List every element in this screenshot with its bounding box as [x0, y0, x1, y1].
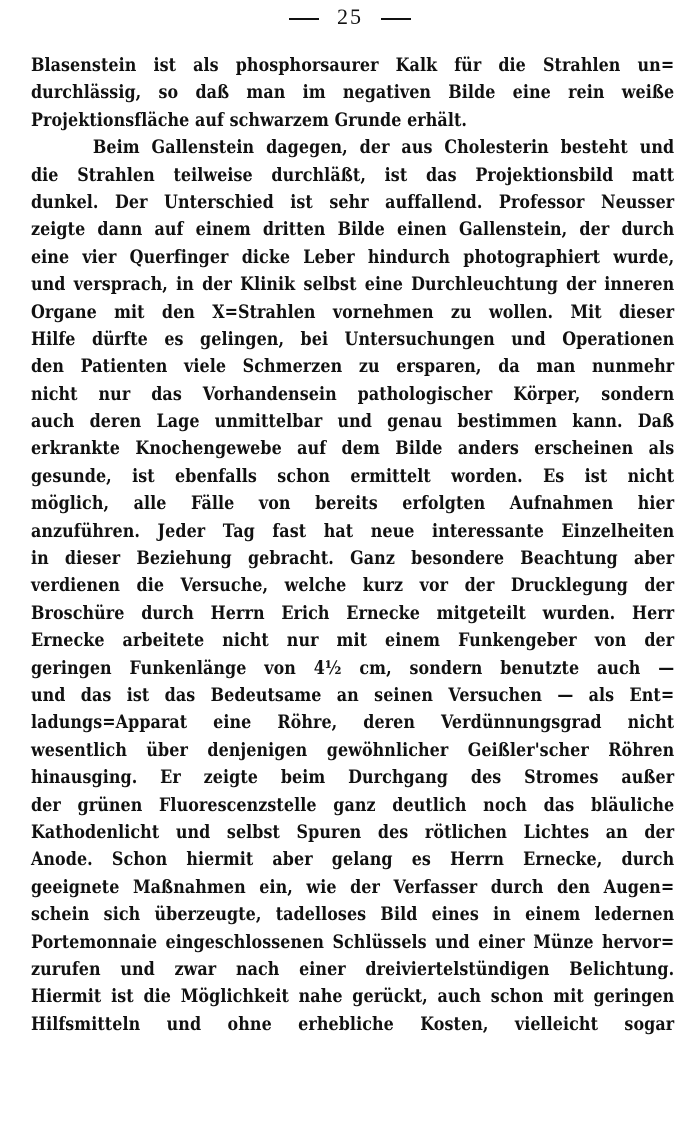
dash-left [289, 18, 319, 20]
text-line: Hiermit ist die Möglichkeit nahe gerückt, auch schon mit geringen [30, 986, 675, 1008]
text-line: die Strahlen teilweise durchläßt, ist das Projektionsbild matt [30, 164, 675, 186]
text-line: möglich, alle Fälle von bereits erfolgten Aufnahmen hier [30, 493, 675, 515]
text-line: durchlässig, so daß man im negativen Bilde eine rein weiße [30, 82, 675, 104]
text-line: anzuführen. Jeder Tag fast hat neue interessante Einzelheiten [30, 520, 675, 542]
text-line: nicht nur das Vorhandensein pathologischer Körper, sondern [30, 383, 675, 405]
body-text [0, 52, 700, 1038]
text-line: geringen Funkenlänge von 4½ cm, sondern benutzte auch — [30, 657, 675, 679]
text-line: eine vier Querfinger dicke Leber hindurch photographiert wurde, [30, 246, 675, 268]
text-line: schein sich überzeugte, tadelloses Bild eines in einem ledernen [30, 904, 675, 926]
text-line: zurufen und zwar nach einer dreiviertelstündigen Belichtung. [30, 958, 675, 980]
page-number-header [0, 4, 700, 30]
text-line: wesentlich über denjenigen gewöhnlicher Geißler'scher Röhren [30, 739, 675, 761]
text-line: auch deren Lage unmittelbar und genau bestimmen kann. Daß [30, 411, 675, 433]
text-line: verdienen die Versuche, welche kurz vor der Drucklegung der [30, 575, 675, 597]
text-line: gesunde, ist ebenfalls schon ermittelt worden. Es ist nicht [30, 465, 675, 487]
dash-right [381, 18, 411, 20]
text-line: Ernecke arbeitete nicht nur mit einem Funkengeber von der [30, 630, 675, 652]
text-line: Projektionsfläche auf schwarzem Grunde erhält. [30, 109, 468, 131]
text-line: Hilfe dürfte es gelingen, bei Untersuchungen und Operationen [30, 328, 675, 350]
text-line: Broschüre durch Herrn Erich Ernecke mitgeteilt wurden. Herr [30, 602, 675, 624]
page-number: 25 [337, 4, 363, 29]
text-line: ladungs=Apparat eine Röhre, deren Verdünnungsgrad nicht [30, 712, 675, 734]
text-line: zeigte dann auf einem dritten Bilde einen Gallenstein, der durch [30, 219, 675, 241]
text-line: Hilfsmitteln und ohne erhebliche Kosten, vielleicht sogar [30, 1013, 675, 1035]
text-line: Portemonnaie eingeschlossenen Schlüssels und einer Münze hervor= [30, 931, 675, 953]
text-line: Kathodenlicht und selbst Spuren des rötlichen Lichtes an der [30, 821, 675, 843]
text-line: und das ist das Bedeutsame an seinen Versuchen — als Ent= [30, 684, 675, 706]
text-line: Blasenstein ist als phosphorsaurer Kalk für die Strahlen un= [30, 55, 675, 76]
text-line: Anode. Schon hiermit aber gelang es Herrn Ernecke, durch [30, 849, 675, 871]
text-line: der grünen Fluorescenzstelle ganz deutlich noch das bläuliche [30, 794, 675, 816]
text-line: hinausging. Er zeigte beim Durchgang des Stromes außer [30, 767, 675, 789]
text-line: in dieser Beziehung gebracht. Ganz besondere Beachtung aber [30, 548, 675, 570]
text-line: dunkel. Der Unterschied ist sehr auffallend. Professor Neusser [30, 191, 675, 213]
text-line: Organe mit den X=Strahlen vornehmen zu wollen. Mit dieser [30, 301, 675, 323]
text-line: erkrankte Knochengewebe auf dem Bilde anders erscheinen als [30, 438, 675, 460]
text-line: den Patienten viele Schmerzen zu ersparen, da man nunmehr [30, 356, 675, 378]
text-line: geeignete Maßnahmen ein, wie der Verfasser durch den Augen= [30, 876, 675, 898]
text-line: und versprach, in der Klinik selbst eine Durchleuchtung der inneren [30, 274, 675, 296]
text-line: Beim Gallenstein dagegen, der aus Cholesterin besteht und [92, 137, 675, 159]
